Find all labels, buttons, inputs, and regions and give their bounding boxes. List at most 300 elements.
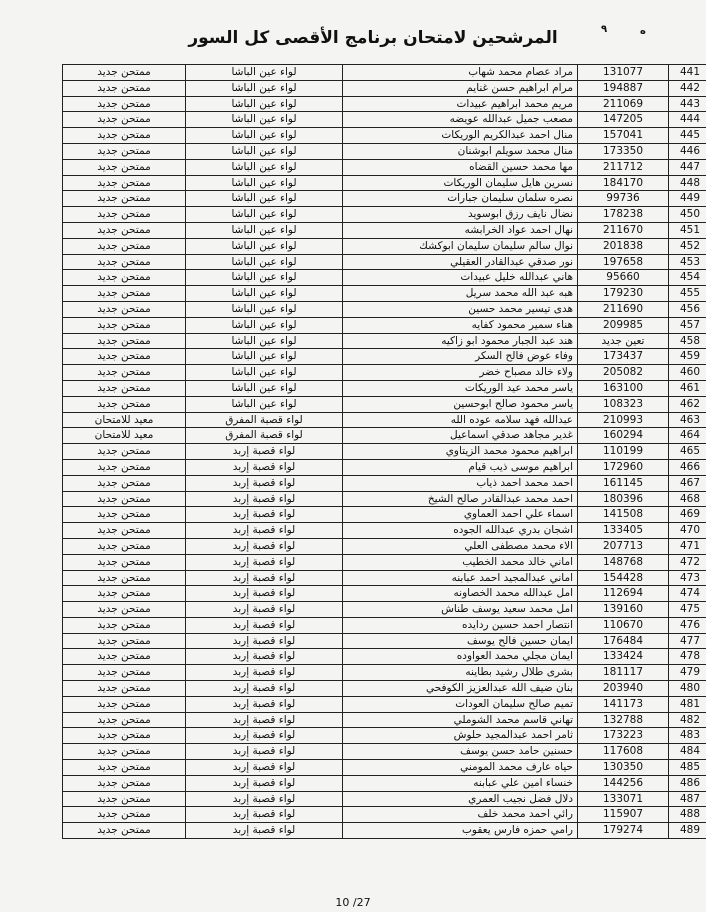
table-row	[63, 80, 706, 96]
candidate-id-cell: 194887	[578, 80, 669, 96]
row-number-cell: 482	[669, 712, 706, 728]
row-number-cell: 452	[669, 238, 706, 254]
candidate-id-cell: 211712	[578, 159, 669, 175]
candidate-name-cell: امل محمد سعيد يوسف طناش	[343, 602, 578, 618]
candidate-id-cell: 172960	[578, 459, 669, 475]
candidate-id-cell: 139160	[578, 602, 669, 618]
candidate-name-cell: وفاء عوض فالح السكر	[343, 349, 578, 365]
district-cell: لواء قصبة إربد	[186, 475, 343, 491]
candidate-name-cell: نهال احمد عواد الخرابشه	[343, 222, 578, 238]
status-cell: ممتحن جديد	[63, 333, 186, 349]
table-row	[63, 143, 706, 159]
table-row	[63, 175, 706, 191]
district-cell: لواء عين الباشا	[186, 286, 343, 302]
row-number-cell: 456	[669, 301, 706, 317]
table-row	[63, 222, 706, 238]
candidate-name-cell: ابراهيم محمود محمد الزيتاوي	[343, 444, 578, 460]
table-row	[63, 96, 706, 112]
district-cell: لواء قصبة إربد	[186, 791, 343, 807]
status-cell: ممتحن جديد	[63, 617, 186, 633]
candidate-id-cell: 178238	[578, 207, 669, 223]
candidate-id-cell: 205082	[578, 365, 669, 381]
row-number-cell: 450	[669, 207, 706, 223]
candidate-name-cell: مصعب جميل عبدالله عويضه	[343, 112, 578, 128]
table-row	[63, 191, 706, 207]
row-number-cell: 464	[669, 428, 706, 444]
table-row	[63, 238, 706, 254]
district-cell: لواء عين الباشا	[186, 396, 343, 412]
table-row	[63, 681, 706, 697]
row-number-cell: 481	[669, 696, 706, 712]
row-number-cell: 476	[669, 617, 706, 633]
status-cell: ممتحن جديد	[63, 475, 186, 491]
table-row	[63, 159, 706, 175]
district-cell: لواء قصبة المفرق	[186, 428, 343, 444]
candidate-id-cell: 133071	[578, 791, 669, 807]
status-cell: ممتحن جديد	[63, 775, 186, 791]
candidate-name-cell: دلال فضل نجيب العمري	[343, 791, 578, 807]
corner-mark: ه	[640, 26, 646, 37]
table-row	[63, 617, 706, 633]
table-row	[63, 128, 706, 144]
status-cell: ممتحن جديد	[63, 696, 186, 712]
district-cell: لواء قصبة إربد	[186, 665, 343, 681]
candidate-id-cell: 203940	[578, 681, 669, 697]
district-cell: لواء قصبة إربد	[186, 602, 343, 618]
candidate-id-cell: 211670	[578, 222, 669, 238]
candidate-id-cell: 209985	[578, 317, 669, 333]
candidate-id-cell: 181117	[578, 665, 669, 681]
row-number-cell: 441	[669, 65, 706, 81]
row-number-cell: 446	[669, 143, 706, 159]
status-cell: ممتحن جديد	[63, 175, 186, 191]
district-cell: لواء عين الباشا	[186, 128, 343, 144]
table-row	[63, 286, 706, 302]
status-cell: ممتحن جديد	[63, 491, 186, 507]
row-number-cell: 469	[669, 507, 706, 523]
table-row	[63, 475, 706, 491]
table-row	[63, 270, 706, 286]
district-cell: لواء قصبة إربد	[186, 712, 343, 728]
status-cell: ممتحن جديد	[63, 365, 186, 381]
row-number-cell: 461	[669, 380, 706, 396]
row-number-cell: 444	[669, 112, 706, 128]
candidate-name-cell: نوال سالم سليمان سليمان ابوكشك	[343, 238, 578, 254]
status-cell: ممتحن جديد	[63, 159, 186, 175]
table-row	[63, 333, 706, 349]
status-cell: ممتحن جديد	[63, 286, 186, 302]
district-cell: لواء قصبة إربد	[186, 760, 343, 776]
row-number-cell: 471	[669, 538, 706, 554]
row-number-cell: 445	[669, 128, 706, 144]
status-cell: ممتحن جديد	[63, 349, 186, 365]
candidate-name-cell: حسنين حامد حسن يوسف	[343, 744, 578, 760]
status-cell: ممتحن جديد	[63, 317, 186, 333]
candidate-id-cell: 211690	[578, 301, 669, 317]
candidate-id-cell: 161145	[578, 475, 669, 491]
candidate-name-cell: تهاني قاسم محمد الشوملي	[343, 712, 578, 728]
row-number-cell: 457	[669, 317, 706, 333]
candidate-name-cell: احمد محمد عبدالقادر صالح الشيخ	[343, 491, 578, 507]
candidate-name-cell: تميم صالح سليمان العودات	[343, 696, 578, 712]
status-cell: معيد للامتحان	[63, 428, 186, 444]
row-number-cell: 451	[669, 222, 706, 238]
district-cell: لواء قصبة إربد	[186, 570, 343, 586]
candidate-name-cell: ثامر احمد عبدالمجيد حلوش	[343, 728, 578, 744]
candidate-name-cell: ايمان مجلي محمد العواوده	[343, 649, 578, 665]
district-cell: لواء عين الباشا	[186, 333, 343, 349]
district-cell: لواء قصبة إربد	[186, 617, 343, 633]
row-number-cell: 453	[669, 254, 706, 270]
candidate-id-cell: 112694	[578, 586, 669, 602]
status-cell: ممتحن جديد	[63, 143, 186, 159]
district-cell: لواء عين الباشا	[186, 175, 343, 191]
row-number-cell: 466	[669, 459, 706, 475]
row-number-cell: 473	[669, 570, 706, 586]
row-number-cell: 447	[669, 159, 706, 175]
status-cell: ممتحن جديد	[63, 112, 186, 128]
status-cell: ممتحن جديد	[63, 665, 186, 681]
candidate-name-cell: حياه عارف محمد المومني	[343, 760, 578, 776]
district-cell: لواء قصبة إربد	[186, 459, 343, 475]
candidate-id-cell: 130350	[578, 760, 669, 776]
candidate-name-cell: منال احمد عبدالكريم الوريكات	[343, 128, 578, 144]
status-cell: ممتحن جديد	[63, 222, 186, 238]
candidate-name-cell: مرام ابراهيم حسن غنايم	[343, 80, 578, 96]
district-cell: لواء عين الباشا	[186, 301, 343, 317]
candidate-id-cell: 173350	[578, 143, 669, 159]
candidate-id-cell: 211069	[578, 96, 669, 112]
status-cell: معيد للامتحان	[63, 412, 186, 428]
table-row	[63, 570, 706, 586]
district-cell: لواء قصبة إربد	[186, 491, 343, 507]
row-number-cell: 458	[669, 333, 706, 349]
candidate-name-cell: ياسر محمود صالح ابوحسين	[343, 396, 578, 412]
district-cell: لواء عين الباشا	[186, 270, 343, 286]
candidate-name-cell: اشجان بدري عبدالله الجوده	[343, 523, 578, 539]
status-cell: ممتحن جديد	[63, 238, 186, 254]
row-number-cell: 484	[669, 744, 706, 760]
candidate-id-cell: 144256	[578, 775, 669, 791]
district-cell: لواء قصبة إربد	[186, 744, 343, 760]
district-cell: لواء عين الباشا	[186, 254, 343, 270]
table-row	[63, 523, 706, 539]
status-cell: ممتحن جديد	[63, 254, 186, 270]
status-cell: ممتحن جديد	[63, 760, 186, 776]
district-cell: لواء قصبة إربد	[186, 807, 343, 823]
row-number-cell: 479	[669, 665, 706, 681]
district-cell: لواء قصبة إربد	[186, 649, 343, 665]
status-cell: ممتحن جديد	[63, 523, 186, 539]
candidate-id-cell: 207713	[578, 538, 669, 554]
status-cell: ممتحن جديد	[63, 681, 186, 697]
status-cell: ممتحن جديد	[63, 96, 186, 112]
table-row	[63, 586, 706, 602]
status-cell: ممتحن جديد	[63, 823, 186, 839]
row-number-cell: 465	[669, 444, 706, 460]
candidate-name-cell: منال محمد سويلم ابوشنان	[343, 143, 578, 159]
row-number-cell: 460	[669, 365, 706, 381]
candidate-name-cell: ياسر محمد عيد الوريكات	[343, 380, 578, 396]
candidate-id-cell: 179230	[578, 286, 669, 302]
candidate-id-cell: 133405	[578, 523, 669, 539]
candidate-name-cell: اماني خالد محمد الخطيب	[343, 554, 578, 570]
candidate-name-cell: الاء محمد مصطفى العلي	[343, 538, 578, 554]
candidate-name-cell: نور صدقي عبدالقادر العقيلي	[343, 254, 578, 270]
status-cell: ممتحن جديد	[63, 602, 186, 618]
table-row	[63, 380, 706, 396]
candidate-id-cell: 115907	[578, 807, 669, 823]
status-cell: ممتحن جديد	[63, 807, 186, 823]
table-row	[63, 744, 706, 760]
district-cell: لواء عين الباشا	[186, 238, 343, 254]
candidate-name-cell: امل عبدالله محمد الخصاونه	[343, 586, 578, 602]
district-cell: لواء عين الباشا	[186, 207, 343, 223]
row-number-cell: 480	[669, 681, 706, 697]
row-number-cell: 478	[669, 649, 706, 665]
status-cell: ممتحن جديد	[63, 207, 186, 223]
row-number-cell: 459	[669, 349, 706, 365]
table-row	[63, 775, 706, 791]
candidate-name-cell: ابراهيم موسى ذيب قيام	[343, 459, 578, 475]
candidate-name-cell: بنان ضيف الله عبدالعزيز الكوفحي	[343, 681, 578, 697]
row-number-cell: 443	[669, 96, 706, 112]
handwritten-page-mark: ٩	[601, 24, 608, 35]
table-row	[63, 696, 706, 712]
status-cell: ممتحن جديد	[63, 459, 186, 475]
candidate-name-cell: احمد محمد احمد ذياب	[343, 475, 578, 491]
status-cell: ممتحن جديد	[63, 65, 186, 81]
status-cell: ممتحن جديد	[63, 570, 186, 586]
table-row	[63, 491, 706, 507]
candidate-id-cell: 110199	[578, 444, 669, 460]
row-number-cell: 488	[669, 807, 706, 823]
table-row	[63, 633, 706, 649]
row-number-cell: 449	[669, 191, 706, 207]
row-number-cell: 448	[669, 175, 706, 191]
candidate-name-cell: عبدالله فهد سلامه عوده الله	[343, 412, 578, 428]
candidate-id-cell: 141173	[578, 696, 669, 712]
candidate-id-cell: 141508	[578, 507, 669, 523]
district-cell: لواء عين الباشا	[186, 191, 343, 207]
status-cell: ممتحن جديد	[63, 554, 186, 570]
district-cell: لواء عين الباشا	[186, 159, 343, 175]
district-cell: لواء قصبة إربد	[186, 507, 343, 523]
table-row	[63, 349, 706, 365]
district-cell: لواء عين الباشا	[186, 80, 343, 96]
candidate-name-cell: مريم محمد ابراهيم عبيدات	[343, 96, 578, 112]
district-cell: لواء عين الباشا	[186, 380, 343, 396]
district-cell: لواء عين الباشا	[186, 365, 343, 381]
status-cell: ممتحن جديد	[63, 380, 186, 396]
table-row	[63, 317, 706, 333]
table-row	[63, 396, 706, 412]
table-row	[63, 412, 706, 428]
district-cell: لواء قصبة إربد	[186, 775, 343, 791]
candidate-name-cell: بشرى طلال رشيد بطاينه	[343, 665, 578, 681]
table-row	[63, 712, 706, 728]
table-row	[63, 365, 706, 381]
table-row	[63, 791, 706, 807]
candidate-id-cell: 163100	[578, 380, 669, 396]
candidate-name-cell: مها محمد حسين القضاه	[343, 159, 578, 175]
district-cell: لواء عين الباشا	[186, 96, 343, 112]
candidate-id-cell: 147205	[578, 112, 669, 128]
table-row	[63, 649, 706, 665]
page-indicator: 10 /27	[335, 896, 371, 909]
status-cell: ممتحن جديد	[63, 728, 186, 744]
status-cell: ممتحن جديد	[63, 744, 186, 760]
candidate-name-cell: نصره سلمان سليمان جبارات	[343, 191, 578, 207]
row-number-cell: 462	[669, 396, 706, 412]
status-cell: ممتحن جديد	[63, 633, 186, 649]
district-cell: لواء قصبة إربد	[186, 523, 343, 539]
candidate-name-cell: مراد عصام محمد شهاب	[343, 65, 578, 81]
district-cell: لواء عين الباشا	[186, 65, 343, 81]
candidate-name-cell: هند عبد الجبار محمود ابو زاكيه	[343, 333, 578, 349]
row-number-cell: 468	[669, 491, 706, 507]
candidate-name-cell: اماني عبدالمجيد احمد عبابنه	[343, 570, 578, 586]
candidate-id-cell: 160294	[578, 428, 669, 444]
district-cell: لواء قصبة إربد	[186, 538, 343, 554]
district-cell: لواء عين الباشا	[186, 143, 343, 159]
candidate-id-cell: 197658	[578, 254, 669, 270]
candidate-id-cell: 132788	[578, 712, 669, 728]
row-number-cell: 483	[669, 728, 706, 744]
status-cell: ممتحن جديد	[63, 538, 186, 554]
district-cell: لواء قصبة إربد	[186, 823, 343, 839]
status-cell: ممتحن جديد	[63, 396, 186, 412]
document-title: المرشحين لامتحان برنامج الأقصى كل السور	[188, 28, 558, 48]
candidate-id-cell: 117608	[578, 744, 669, 760]
status-cell: ممتحن جديد	[63, 80, 186, 96]
candidate-name-cell: ولاء خالد مصباح خضر	[343, 365, 578, 381]
district-cell: لواء عين الباشا	[186, 112, 343, 128]
district-cell: لواء قصبة المفرق	[186, 412, 343, 428]
candidate-name-cell: رائي احمد محمد خلف	[343, 807, 578, 823]
candidate-name-cell: غدير مجاهد صدقي اسماعيل	[343, 428, 578, 444]
candidate-id-cell: 108323	[578, 396, 669, 412]
candidate-name-cell: هاني عبدالله خليل عبيدات	[343, 270, 578, 286]
district-cell: لواء عين الباشا	[186, 222, 343, 238]
row-number-cell: 467	[669, 475, 706, 491]
status-cell: ممتحن جديد	[63, 791, 186, 807]
row-number-cell: 475	[669, 602, 706, 618]
row-number-cell: 472	[669, 554, 706, 570]
candidate-name-cell: هدى تيسير محمد حسين	[343, 301, 578, 317]
table-row	[63, 444, 706, 460]
district-cell: لواء عين الباشا	[186, 349, 343, 365]
candidate-id-cell: تعين جديد	[578, 333, 669, 349]
district-cell: لواء قصبة إربد	[186, 444, 343, 460]
status-cell: ممتحن جديد	[63, 444, 186, 460]
candidate-id-cell: 176484	[578, 633, 669, 649]
candidate-id-cell: 201838	[578, 238, 669, 254]
table-row	[63, 428, 706, 444]
candidates-table	[62, 64, 706, 839]
district-cell: لواء قصبة إربد	[186, 554, 343, 570]
table-row	[63, 728, 706, 744]
row-number-cell: 463	[669, 412, 706, 428]
candidate-name-cell: اسماء علي احمد العماوي	[343, 507, 578, 523]
candidate-id-cell: 131077	[578, 65, 669, 81]
table-row	[63, 760, 706, 776]
status-cell: ممتحن جديد	[63, 301, 186, 317]
district-cell: لواء قصبة إربد	[186, 728, 343, 744]
status-cell: ممتحن جديد	[63, 586, 186, 602]
status-cell: ممتحن جديد	[63, 128, 186, 144]
status-cell: ممتحن جديد	[63, 712, 186, 728]
row-number-cell: 455	[669, 286, 706, 302]
row-number-cell: 485	[669, 760, 706, 776]
row-number-cell: 474	[669, 586, 706, 602]
candidate-id-cell: 95660	[578, 270, 669, 286]
table-row	[63, 459, 706, 475]
status-cell: ممتحن جديد	[63, 191, 186, 207]
district-cell: لواء قصبة إربد	[186, 586, 343, 602]
table-row	[63, 207, 706, 223]
table-row	[63, 807, 706, 823]
candidate-id-cell: 180396	[578, 491, 669, 507]
table-row	[63, 65, 706, 81]
table-row	[63, 554, 706, 570]
candidate-name-cell: رامي حمزه فارس يعقوب	[343, 823, 578, 839]
district-cell: لواء قصبة إربد	[186, 633, 343, 649]
candidate-id-cell: 157041	[578, 128, 669, 144]
candidate-name-cell: هناء سمير محمود كفايه	[343, 317, 578, 333]
candidate-name-cell: نضال نايف رزق ابوسويد	[343, 207, 578, 223]
candidate-id-cell: 99736	[578, 191, 669, 207]
candidate-id-cell: 173223	[578, 728, 669, 744]
district-cell: لواء قصبة إربد	[186, 696, 343, 712]
row-number-cell: 454	[669, 270, 706, 286]
candidate-name-cell: انتصار احمد حسين ردايده	[343, 617, 578, 633]
row-number-cell: 486	[669, 775, 706, 791]
candidate-name-cell: هبه عبد الله محمد سريل	[343, 286, 578, 302]
candidate-name-cell: خنساء امين علي عبابنه	[343, 775, 578, 791]
candidate-id-cell: 210993	[578, 412, 669, 428]
table-row	[63, 538, 706, 554]
table-row	[63, 602, 706, 618]
table-row	[63, 254, 706, 270]
candidate-name-cell: ايمان حسين فالح يوسف	[343, 633, 578, 649]
status-cell: ممتحن جديد	[63, 649, 186, 665]
district-cell: لواء قصبة إربد	[186, 681, 343, 697]
candidate-id-cell: 148768	[578, 554, 669, 570]
table-row	[63, 665, 706, 681]
candidates-table-body	[63, 65, 706, 839]
district-cell: لواء عين الباشا	[186, 317, 343, 333]
candidate-id-cell: 110670	[578, 617, 669, 633]
row-number-cell: 470	[669, 523, 706, 539]
table-row	[63, 112, 706, 128]
candidate-name-cell: نسرين هايل سليمان الوريكات	[343, 175, 578, 191]
table-row	[63, 823, 706, 839]
row-number-cell: 489	[669, 823, 706, 839]
candidate-id-cell: 179274	[578, 823, 669, 839]
candidate-id-cell: 154428	[578, 570, 669, 586]
table-row	[63, 507, 706, 523]
candidate-id-cell: 133424	[578, 649, 669, 665]
candidate-id-cell: 184170	[578, 175, 669, 191]
candidate-id-cell: 173437	[578, 349, 669, 365]
row-number-cell: 487	[669, 791, 706, 807]
status-cell: ممتحن جديد	[63, 507, 186, 523]
table-row	[63, 301, 706, 317]
row-number-cell: 442	[669, 80, 706, 96]
status-cell: ممتحن جديد	[63, 270, 186, 286]
row-number-cell: 477	[669, 633, 706, 649]
